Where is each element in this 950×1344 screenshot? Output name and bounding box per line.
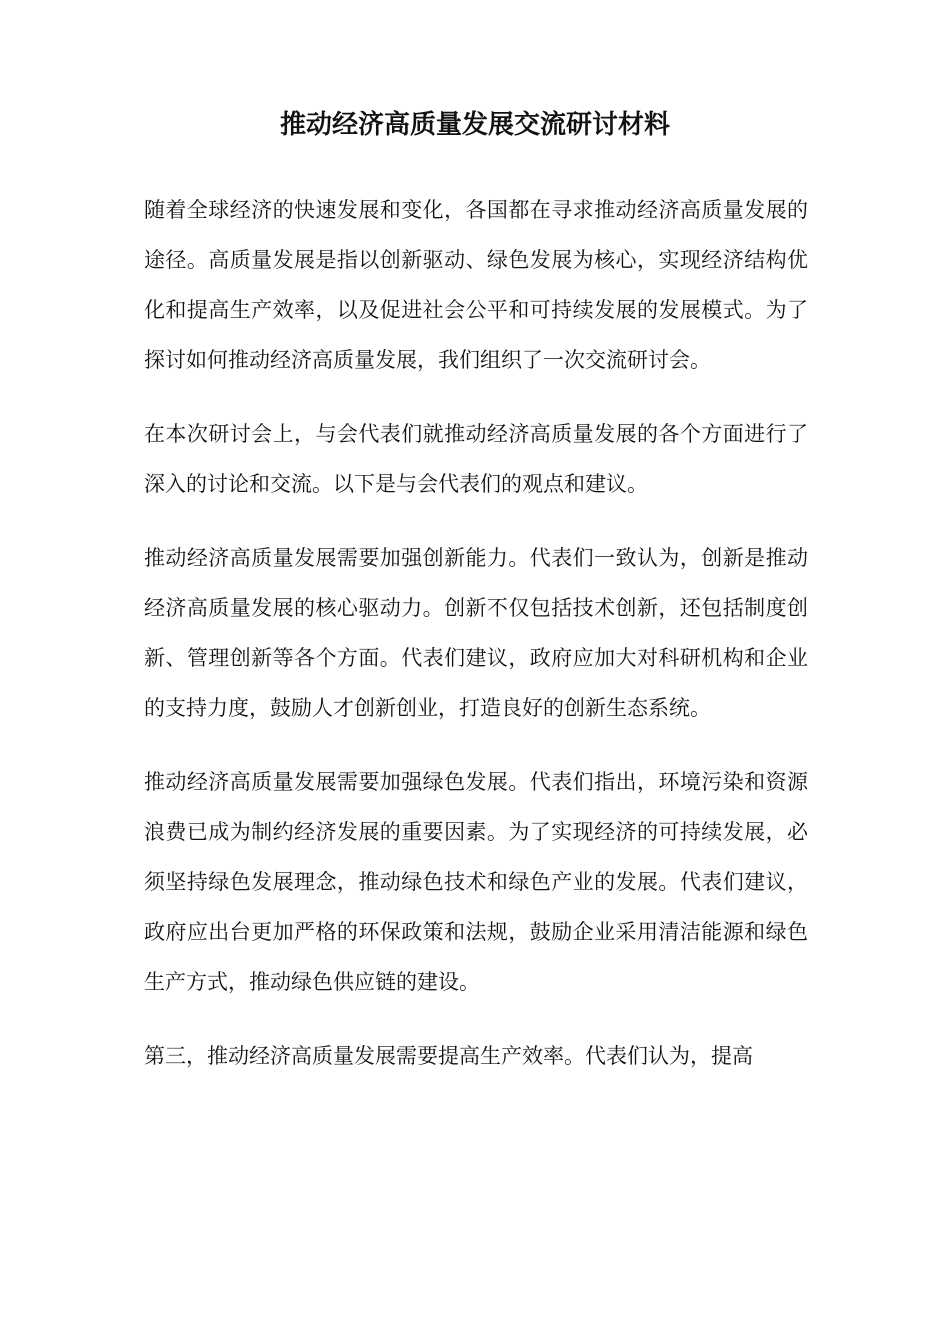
paragraph-seminar: 在本次研讨会上，与会代表们就推动经济高质量发展的各个方面进行了深入的讨论和交流。以下是与会代表们的观点和建议。 (144, 422, 808, 496)
document-title: 推动经济高质量发展交流研讨材料 (279, 110, 670, 140)
paragraph-green-development: 推动经济高质量发展需要加强绿色发展。代表们指出，环境污染和资源浪费已成为制约经济发展的重要因素。为了实现经济的可持续发展，必须坚持绿色发展理念，推动绿色技术和绿色产业的发展。代表们建议，政府应出台更加严格的环保政策和法规，鼓励企业采用清洁能源和绿色生产方式，推动绿色供应链的建设。 (144, 770, 808, 994)
paragraph-innovation: 推动经济高质量发展需要加强创新能力。代表们一致认为，创新是推动经济高质量发展的核心驱动力。创新不仅包括技术创新，还包括制度创新、管理创新等各个方面。代表们建议，政府应加大对科研机构和企业的支持力度，鼓励人才创新创业，打造良好的创新生态系统。 (144, 546, 808, 720)
paragraph-intro: 随着全球经济的快速发展和变化，各国都在寻求推动经济高质量发展的途径。高质量发展是指以创新驱动、绿色发展为核心，实现经济结构优化和提高生产效率，以及促进社会公平和可持续发展的发展模式。为了探讨如何推动经济高质量发展，我们组织了一次交流研讨会。 (144, 198, 808, 372)
document-body (144, 185, 808, 1105)
paragraph-productivity: 第三，推动经济高质量发展需要提高生产效率。代表们认为，提高 (144, 1044, 753, 1068)
